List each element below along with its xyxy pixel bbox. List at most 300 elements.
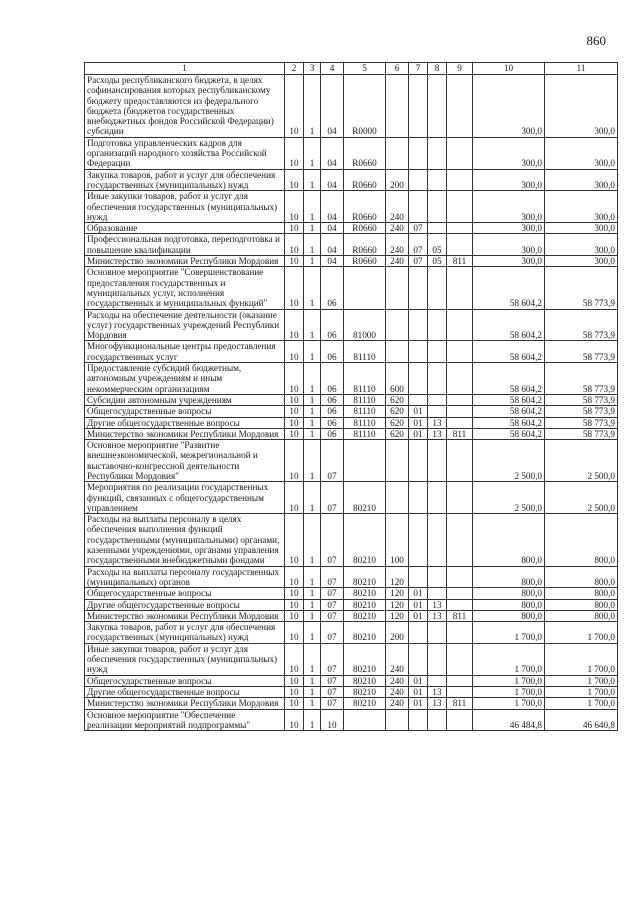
cell-amount-col10: 800,0 [473,566,545,588]
cell-code-2: 10 [285,686,304,697]
cell-expense-type: 240 [386,256,409,267]
cell-name: Профессиональная подготовка, переподготовка и повышение квалификации [85,234,285,256]
cell-section [409,514,428,566]
cell-ministry-code: 811 [447,428,473,439]
cell-ministry-code [447,137,473,169]
cell-expense-type [386,341,409,363]
cell-name: Иные закупки товаров, работ и услуг для обеспечения государственных (муниципальных) нужд [85,191,285,223]
column-header-3: 3 [304,63,321,75]
table-row [85,341,618,363]
table-row [85,267,618,309]
cell-section [409,341,428,363]
cell-amount-col11: 300,0 [545,234,618,256]
cell-code-4: 04 [321,137,344,169]
cell-name: Общегосударственные вопросы [85,588,285,599]
cell-amount-col10: 2 500,0 [473,482,545,514]
column-header-4: 4 [321,63,344,75]
cell-amount-col10: 1 700,0 [473,643,545,675]
cell-ministry-code [447,169,473,191]
cell-amount-col10: 58 604,2 [473,417,545,428]
cell-amount-col11: 300,0 [545,256,618,267]
cell-amount-col10: 300,0 [473,256,545,267]
cell-code-3: 1 [304,686,321,697]
cell-subsection [428,709,447,731]
cell-target-code: 80210 [344,675,386,686]
cell-code-4: 07 [321,599,344,610]
cell-amount-col11: 58 773,9 [545,341,618,363]
cell-code-2: 10 [285,698,304,709]
table-row [85,709,618,731]
cell-amount-col11: 58 773,9 [545,394,618,405]
cell-section [409,643,428,675]
cell-ministry-code [447,223,473,234]
cell-ministry-code [447,643,473,675]
cell-expense-type: 200 [386,622,409,644]
cell-section: 01 [409,406,428,417]
cell-amount-col10: 58 604,2 [473,341,545,363]
cell-amount-col11: 46 640,8 [545,709,618,731]
cell-code-3: 1 [304,406,321,417]
cell-ministry-code [447,234,473,256]
cell-code-2: 10 [285,514,304,566]
column-header-10: 10 [473,63,545,75]
cell-code-3: 1 [304,622,321,644]
cell-amount-col10: 300,0 [473,169,545,191]
cell-expense-type: 240 [386,223,409,234]
cell-code-4: 06 [321,267,344,309]
cell-expense-type: 200 [386,169,409,191]
cell-code-4: 04 [321,191,344,223]
cell-code-2: 10 [285,75,304,138]
column-header-1: 1 [85,63,285,75]
cell-target-code: R0660 [344,223,386,234]
cell-target-code: R0000 [344,75,386,138]
cell-target-code: 80210 [344,686,386,697]
cell-section [409,440,428,482]
cell-amount-col10: 58 604,2 [473,267,545,309]
cell-amount-col11: 300,0 [545,223,618,234]
cell-expense-type: 600 [386,363,409,395]
cell-code-2: 10 [285,223,304,234]
cell-target-code: R0660 [344,256,386,267]
cell-code-4: 07 [321,643,344,675]
cell-amount-col10: 800,0 [473,514,545,566]
cell-subsection [428,482,447,514]
cell-name: Расходы на обеспечение деятельности (оказание услуг) государственных учреждений Республики Мордовия [85,309,285,341]
cell-expense-type: 620 [386,428,409,439]
cell-target-code: 81110 [344,363,386,395]
cell-section: 01 [409,599,428,610]
cell-amount-col11: 58 773,9 [545,406,618,417]
cell-amount-col11: 800,0 [545,566,618,588]
cell-code-3: 1 [304,267,321,309]
table-row [85,191,618,223]
cell-name: Расходы на выплаты персоналу государственных (муниципальных) органов [85,566,285,588]
cell-code-2: 10 [285,406,304,417]
cell-subsection [428,622,447,644]
cell-code-3: 1 [304,428,321,439]
cell-amount-col11: 300,0 [545,75,618,138]
cell-ministry-code [447,394,473,405]
cell-code-3: 1 [304,599,321,610]
cell-code-4: 07 [321,686,344,697]
cell-section [409,709,428,731]
cell-amount-col10: 46 484,8 [473,709,545,731]
cell-amount-col11: 300,0 [545,137,618,169]
cell-code-3: 1 [304,709,321,731]
column-header-11: 11 [545,63,618,75]
cell-code-2: 10 [285,169,304,191]
cell-expense-type [386,482,409,514]
cell-name: Основное мероприятие "Обеспечение реализации мероприятий подпрограммы" [85,709,285,731]
cell-name: Закупка товаров, работ и услуг для обеспечения государственных (муниципальных) нужд [85,622,285,644]
cell-target-code [344,440,386,482]
cell-section [409,75,428,138]
table-row [85,234,618,256]
cell-name: Общегосударственные вопросы [85,406,285,417]
cell-name: Основное мероприятие "Развитие внешнеэкономической, межрегиональной и выставочно-конгрессной деятельности Республики Мордовия" [85,440,285,482]
cell-ministry-code [447,267,473,309]
cell-ministry-code [447,363,473,395]
cell-expense-type: 120 [386,610,409,621]
cell-code-3: 1 [304,363,321,395]
cell-ministry-code [447,440,473,482]
cell-target-code: 80210 [344,622,386,644]
cell-ministry-code: 811 [447,698,473,709]
table-row [85,137,618,169]
cell-amount-col11: 1 700,0 [545,686,618,697]
cell-amount-col10: 58 604,2 [473,406,545,417]
cell-amount-col10: 1 700,0 [473,686,545,697]
cell-section: 01 [409,698,428,709]
cell-code-3: 1 [304,675,321,686]
cell-amount-col11: 58 773,9 [545,428,618,439]
cell-target-code [344,267,386,309]
cell-subsection [428,191,447,223]
cell-section: 07 [409,223,428,234]
table-row [85,622,618,644]
cell-code-2: 10 [285,610,304,621]
cell-amount-col10: 800,0 [473,599,545,610]
cell-code-3: 1 [304,223,321,234]
cell-section [409,169,428,191]
cell-code-2: 10 [285,643,304,675]
cell-name: Другие общегосударственные вопросы [85,686,285,697]
table-row [85,169,618,191]
cell-code-2: 10 [285,675,304,686]
cell-target-code [344,709,386,731]
cell-amount-col10: 1 700,0 [473,698,545,709]
cell-code-3: 1 [304,191,321,223]
cell-code-4: 07 [321,610,344,621]
cell-amount-col11: 58 773,9 [545,417,618,428]
cell-subsection [428,75,447,138]
cell-subsection: 13 [428,417,447,428]
cell-code-4: 07 [321,698,344,709]
cell-code-3: 1 [304,256,321,267]
cell-section [409,482,428,514]
cell-code-2: 10 [285,256,304,267]
cell-code-3: 1 [304,440,321,482]
cell-amount-col11: 300,0 [545,191,618,223]
cell-ministry-code [447,514,473,566]
cell-subsection [428,440,447,482]
cell-section [409,622,428,644]
cell-code-3: 1 [304,698,321,709]
cell-section: 01 [409,588,428,599]
cell-subsection [428,309,447,341]
table-row [85,428,618,439]
cell-target-code: 80210 [344,514,386,566]
cell-expense-type [386,709,409,731]
cell-ministry-code [447,566,473,588]
cell-section: 01 [409,675,428,686]
table-row [85,698,618,709]
cell-code-4: 04 [321,234,344,256]
cell-code-3: 1 [304,137,321,169]
cell-expense-type: 240 [386,234,409,256]
cell-code-2: 10 [285,440,304,482]
table-row [85,223,618,234]
cell-code-2: 10 [285,482,304,514]
cell-amount-col10: 800,0 [473,588,545,599]
cell-subsection [428,363,447,395]
table-row [85,514,618,566]
cell-ministry-code [447,482,473,514]
cell-ministry-code [447,622,473,644]
table-row [85,363,618,395]
cell-expense-type: 620 [386,417,409,428]
cell-code-3: 1 [304,610,321,621]
cell-code-4: 06 [321,341,344,363]
cell-amount-col10: 1 700,0 [473,675,545,686]
cell-amount-col11: 300,0 [545,169,618,191]
cell-amount-col11: 58 773,9 [545,363,618,395]
cell-section: 07 [409,256,428,267]
cell-expense-type: 620 [386,406,409,417]
cell-amount-col10: 800,0 [473,610,545,621]
cell-code-4: 04 [321,75,344,138]
cell-ministry-code [447,599,473,610]
cell-section: 01 [409,428,428,439]
cell-code-4: 04 [321,169,344,191]
cell-code-4: 04 [321,256,344,267]
cell-code-4: 06 [321,394,344,405]
cell-code-4: 07 [321,588,344,599]
table-row [85,686,618,697]
cell-target-code: 81110 [344,428,386,439]
cell-ministry-code [447,417,473,428]
cell-code-4: 07 [321,482,344,514]
cell-section [409,363,428,395]
cell-ministry-code: 811 [447,610,473,621]
cell-expense-type: 240 [386,686,409,697]
cell-code-2: 10 [285,622,304,644]
cell-code-2: 10 [285,588,304,599]
cell-code-2: 10 [285,341,304,363]
cell-code-3: 1 [304,566,321,588]
cell-target-code: 81000 [344,309,386,341]
cell-subsection: 13 [428,698,447,709]
table-row [85,599,618,610]
cell-subsection [428,137,447,169]
cell-code-2: 10 [285,309,304,341]
cell-subsection [428,341,447,363]
cell-code-4: 06 [321,428,344,439]
page-number: 860 [586,33,606,48]
cell-amount-col11: 800,0 [545,588,618,599]
cell-ministry-code [447,191,473,223]
cell-subsection [428,643,447,675]
column-header-6: 6 [386,63,409,75]
cell-name: Расходы республиканского бюджета, в целях софинансирования которых республиканскому бюджету предоставляются из федерального бюджета (бюджетов государственных внебюджетных фондов Российской Федерации) субсидии [85,75,285,138]
cell-name: Образование [85,223,285,234]
cell-amount-col11: 800,0 [545,514,618,566]
column-header-9: 9 [447,63,473,75]
cell-name: Министерство экономики Республики Мордовия [85,610,285,621]
cell-subsection [428,267,447,309]
cell-name: Министерство экономики Республики Мордовия [85,698,285,709]
cell-section [409,267,428,309]
cell-code-3: 1 [304,341,321,363]
cell-target-code: 80210 [344,599,386,610]
cell-code-2: 10 [285,137,304,169]
table-row [85,406,618,417]
cell-target-code: R0660 [344,137,386,169]
table-row [85,675,618,686]
cell-subsection [428,675,447,686]
cell-amount-col11: 800,0 [545,599,618,610]
table-row [85,440,618,482]
cell-amount-col10: 58 604,2 [473,428,545,439]
cell-code-2: 10 [285,599,304,610]
cell-amount-col10: 300,0 [473,191,545,223]
cell-subsection [428,394,447,405]
header-row [85,63,618,75]
cell-ministry-code [447,75,473,138]
cell-ministry-code [447,341,473,363]
cell-name: Другие общегосударственные вопросы [85,417,285,428]
cell-amount-col11: 1 700,0 [545,622,618,644]
cell-code-3: 1 [304,234,321,256]
cell-expense-type: 120 [386,588,409,599]
cell-amount-col10: 300,0 [473,75,545,138]
cell-amount-col11: 800,0 [545,610,618,621]
cell-subsection: 05 [428,256,447,267]
cell-amount-col10: 58 604,2 [473,394,545,405]
cell-name: Основное мероприятие "Совершенствование предоставления государственных и муниципальных услуг, исполнения государственных и муниципальных функций" [85,267,285,309]
cell-amount-col10: 300,0 [473,223,545,234]
table-row [85,482,618,514]
column-header-2: 2 [285,63,304,75]
cell-ministry-code: 811 [447,256,473,267]
cell-subsection [428,588,447,599]
cell-ministry-code [447,709,473,731]
cell-section: 07 [409,234,428,256]
cell-name: Министерство экономики Республики Мордовия [85,428,285,439]
cell-name: Субсидии автономным учреждениям [85,394,285,405]
cell-amount-col10: 1 700,0 [473,622,545,644]
cell-expense-type: 240 [386,698,409,709]
cell-section [409,309,428,341]
cell-code-2: 10 [285,363,304,395]
cell-name: Мероприятия по реализации государственных функций, связанных с общегосударственным управлением [85,482,285,514]
cell-section [409,394,428,405]
cell-expense-type [386,440,409,482]
table-row [85,309,618,341]
cell-name: Расходы на выплаты персоналу в целях обеспечения выполнения функций государственными (муниципальными) органами, казенными учреждениями, органами управления государственными внебюджетными фондами [85,514,285,566]
cell-code-3: 1 [304,394,321,405]
cell-expense-type: 240 [386,643,409,675]
cell-expense-type [386,309,409,341]
cell-name: Другие общегосударственные вопросы [85,599,285,610]
cell-name: Общегосударственные вопросы [85,675,285,686]
cell-section [409,566,428,588]
table-row [85,75,618,138]
cell-target-code: 80210 [344,482,386,514]
cell-section [409,191,428,223]
cell-expense-type [386,75,409,138]
cell-code-3: 1 [304,482,321,514]
budget-table [84,62,618,731]
cell-code-4: 06 [321,406,344,417]
cell-code-2: 10 [285,394,304,405]
cell-amount-col11: 1 700,0 [545,643,618,675]
cell-target-code: R0660 [344,234,386,256]
cell-expense-type: 240 [386,191,409,223]
cell-code-4: 07 [321,675,344,686]
cell-amount-col11: 1 700,0 [545,675,618,686]
cell-expense-type: 120 [386,566,409,588]
cell-code-3: 1 [304,514,321,566]
cell-code-3: 1 [304,588,321,599]
cell-target-code: 81110 [344,341,386,363]
cell-code-2: 10 [285,709,304,731]
column-header-7: 7 [409,63,428,75]
cell-code-3: 1 [304,309,321,341]
table-row [85,643,618,675]
cell-name: Подготовка управленческих кадров для организаций народного хозяйства Российской Федерации [85,137,285,169]
cell-name: Предоставление субсидий бюджетным, автономным учреждениям и иным некоммерческим организациям [85,363,285,395]
cell-code-4: 10 [321,709,344,731]
cell-target-code: 80210 [344,610,386,621]
cell-target-code: 80210 [344,588,386,599]
cell-name: Многофункциональные центры предоставления государственных услуг [85,341,285,363]
cell-ministry-code [447,406,473,417]
cell-ministry-code [447,588,473,599]
cell-ministry-code [447,309,473,341]
cell-code-3: 1 [304,417,321,428]
cell-code-4: 07 [321,566,344,588]
cell-code-2: 10 [285,417,304,428]
cell-code-4: 06 [321,417,344,428]
table-body [85,75,618,731]
cell-amount-col10: 58 604,2 [473,363,545,395]
cell-amount-col10: 2 500,0 [473,440,545,482]
column-header-5: 5 [344,63,386,75]
cell-target-code: 80210 [344,566,386,588]
cell-section: 01 [409,417,428,428]
cell-subsection [428,169,447,191]
cell-name: Закупка товаров, работ и услуг для обеспечения государственных (муниципальных) нужд [85,169,285,191]
cell-amount-col11: 1 700,0 [545,698,618,709]
cell-subsection: 13 [428,599,447,610]
cell-section [409,137,428,169]
cell-expense-type: 120 [386,599,409,610]
cell-code-4: 06 [321,363,344,395]
cell-code-4: 07 [321,440,344,482]
cell-code-2: 10 [285,566,304,588]
